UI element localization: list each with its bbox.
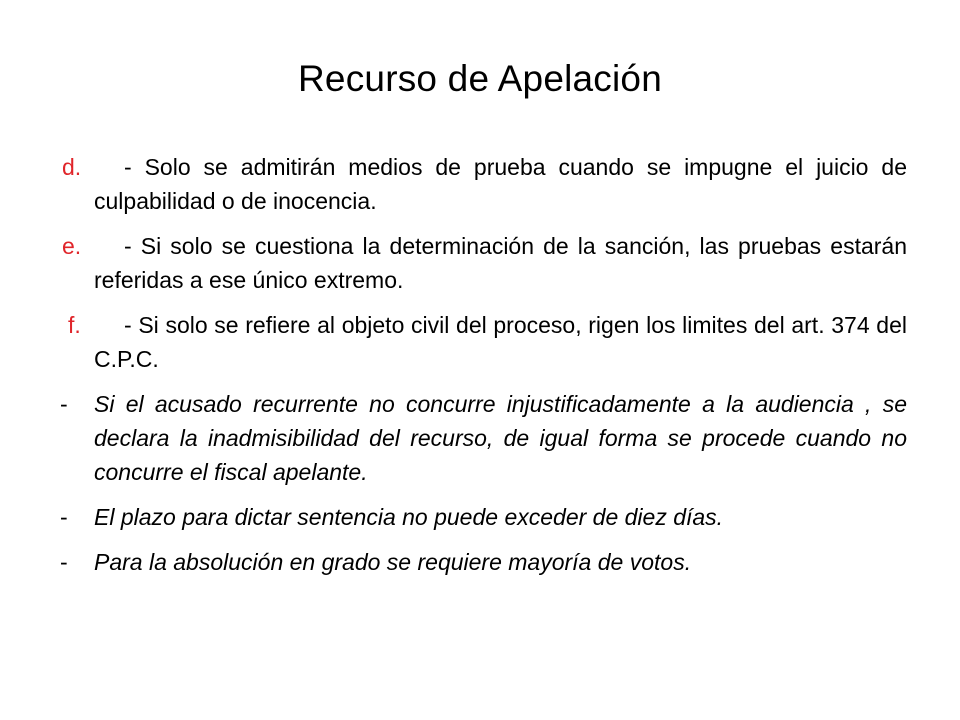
item-f-lead bbox=[68, 308, 81, 342]
item-e-lead bbox=[62, 229, 81, 263]
item-d-letter: d. bbox=[62, 154, 82, 180]
item-e-text: - Si solo se cuestiona la determinación de la sanción, las pruebas estarán referidas a ese único extremo. bbox=[94, 233, 907, 293]
item-d-lead bbox=[62, 150, 81, 184]
list-item-e bbox=[60, 229, 907, 297]
dash-bullet: - bbox=[60, 504, 68, 530]
slide-body bbox=[60, 150, 907, 590]
list-item-f bbox=[60, 308, 907, 376]
dash-item-absolucion bbox=[60, 545, 907, 579]
slide-title: Recurso de Apelación bbox=[298, 58, 662, 99]
dash-bullet: - bbox=[60, 391, 68, 417]
dash-item-text: Si el acusado recurrente no concurre injustificadamente a la audiencia , se declara la inadmisibilidad del recurso, de igual forma se procede cuando no concurre el fiscal apelante. bbox=[94, 391, 907, 485]
dash-bullet: - bbox=[60, 549, 68, 575]
item-d-text: - Solo se admitirán medios de prueba cuando se impugne el juicio de culpabilidad o de inocencia. bbox=[94, 154, 907, 214]
item-e-letter: e. bbox=[62, 233, 82, 259]
dash-item-acusado bbox=[60, 387, 907, 489]
item-f-text: - Si solo se refiere al objeto civil del proceso, rigen los limites del art. 374 del C.P.C. bbox=[94, 312, 907, 372]
list-item-d bbox=[60, 150, 907, 218]
dash-item-text: El plazo para dictar sentencia no puede exceder de diez días. bbox=[94, 504, 724, 530]
dash-item-plazo bbox=[60, 500, 907, 534]
item-f-letter: f. bbox=[68, 312, 81, 338]
dash-item-text: Para la absolución en grado se requiere mayoría de votos. bbox=[94, 549, 692, 575]
